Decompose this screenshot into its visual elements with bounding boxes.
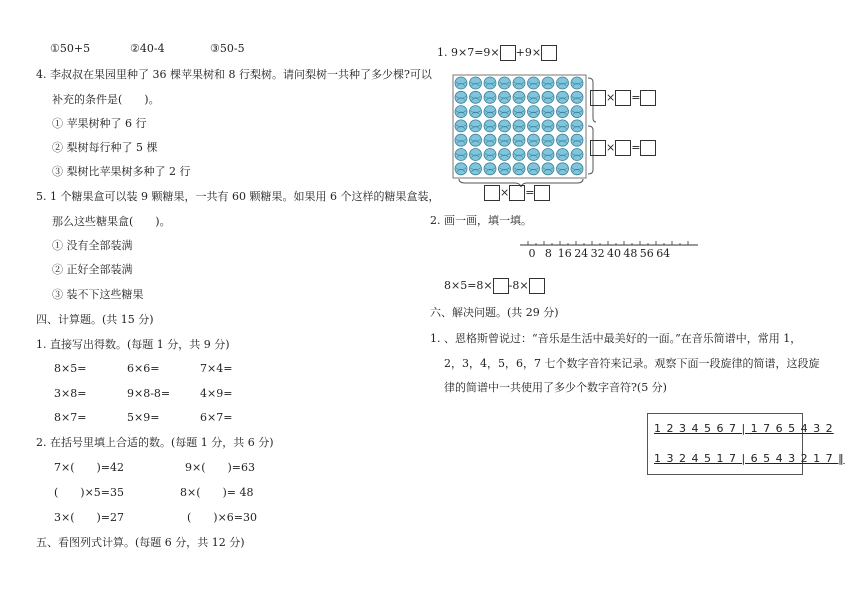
calc-item: 7×4=: [200, 362, 233, 375]
q5-option-3: ③ 装不下这些糖果: [52, 288, 144, 301]
number-line-label: 0: [528, 247, 536, 260]
answer-box[interactable]: [493, 278, 509, 294]
calc-item: 8×7=: [54, 411, 87, 424]
ball: [557, 149, 569, 161]
fill-item: ( )×5=35: [54, 486, 125, 499]
section4-heading: 四、计算题。(共 15 分): [36, 313, 154, 326]
ball: [528, 163, 540, 175]
number-line-label: 32: [590, 247, 605, 260]
ball: [499, 77, 511, 89]
q4-line2: 补充的条件是( )。: [52, 93, 160, 106]
ball: [513, 91, 525, 103]
ball: [557, 134, 569, 146]
calc-sub2: 2. 在括号里填上合适的数。(每题 1 分，共 6 分): [36, 436, 274, 449]
fill-item: ( )×6=30: [187, 511, 258, 524]
ball: [557, 77, 569, 89]
ball: [499, 91, 511, 103]
answer-box[interactable]: [534, 185, 550, 201]
ball: [455, 106, 467, 118]
q6-line3: 律的简谱中一共使用了多少个数字音符?(5 分): [444, 381, 667, 394]
ball: [542, 106, 554, 118]
ball: [484, 77, 496, 89]
ball: [528, 77, 540, 89]
section5-heading: 五、看图列式计算。(每题 6 分，共 12 分): [36, 536, 245, 549]
q6-line2: 2，3，4，5，6，7 七个数字音符来记录。观察下面一段旋律的简谱，这段旋: [444, 357, 820, 370]
ball: [571, 134, 583, 146]
ball: [571, 120, 583, 132]
ball: [499, 163, 511, 175]
q4-option-2: ② 梨树每行种了 5 棵: [52, 141, 158, 154]
grid-eq-top: [590, 89, 656, 107]
ball: [513, 163, 525, 175]
ball: [470, 106, 482, 118]
answer-box[interactable]: [509, 185, 525, 201]
q5-option-1: ① 没有全部装满: [52, 239, 133, 252]
ball: [571, 149, 583, 161]
ball: [571, 106, 583, 118]
answer-box[interactable]: [541, 45, 557, 61]
ball: [484, 120, 496, 132]
ball: [484, 91, 496, 103]
number-line-label: 16: [557, 247, 572, 260]
prev-option-2: ②40-4: [130, 42, 165, 55]
ball: [455, 149, 467, 161]
equals-sign: =: [525, 186, 535, 199]
section6-heading: 六、解决问题。(共 29 分): [430, 306, 559, 319]
prev-option-1: ①50+5: [50, 42, 91, 55]
ball: [542, 163, 554, 175]
number-line-label: 56: [639, 247, 654, 260]
q5-option-2: ② 正好全部装满: [52, 263, 133, 276]
ball-grid-figure: [452, 74, 597, 182]
ball: [484, 149, 496, 161]
q4-option-3: ③ 梨树比苹果树多种了 2 行: [52, 165, 191, 178]
eq1-prefix: 1. 9×7=9×: [437, 46, 500, 59]
number-line-label: 40: [607, 247, 621, 260]
eq1: [437, 44, 557, 62]
equals-sign: =: [631, 141, 641, 154]
ball: [513, 106, 525, 118]
ball: [499, 149, 511, 161]
ball: [455, 163, 467, 175]
fill-item: 9×( )=63: [185, 461, 256, 474]
ball: [513, 77, 525, 89]
grid-eq-bottom: [484, 184, 550, 202]
eq2-prefix: 8×5=8×: [444, 279, 493, 292]
ball: [455, 77, 467, 89]
calc-item: 6×6=: [127, 362, 160, 375]
ball: [470, 77, 482, 89]
calc-item: 4×9=: [200, 387, 233, 400]
q4-option-1: ① 苹果树种了 6 行: [52, 117, 147, 130]
ball: [513, 120, 525, 132]
ball: [557, 163, 569, 175]
ball: [542, 134, 554, 146]
eq1-middle: +9×: [515, 46, 542, 59]
q5-line1: 5. 1 个糖果盒可以装 9 颗糖果，一共有 60 颗糖果。如果用 6 个这样的糖果盒装，: [36, 190, 440, 203]
answer-box[interactable]: [500, 45, 516, 61]
ball: [470, 120, 482, 132]
answer-box[interactable]: [640, 90, 656, 106]
ball: [571, 163, 583, 175]
ball: [499, 134, 511, 146]
ball: [557, 91, 569, 103]
calc-item: 5×9=: [127, 411, 160, 424]
answer-box[interactable]: [590, 90, 606, 106]
fill-item: 7×( )=42: [54, 461, 125, 474]
ball: [513, 134, 525, 146]
prev-option-3: ③50-5: [210, 42, 245, 55]
fill-item: 3×( )=27: [54, 511, 125, 524]
ball-group: [455, 77, 583, 175]
eq2: [444, 277, 545, 295]
calc-item: 3×8=: [54, 387, 87, 400]
ball: [470, 149, 482, 161]
ball: [455, 120, 467, 132]
ball: [470, 91, 482, 103]
ball: [557, 106, 569, 118]
answer-box[interactable]: [640, 140, 656, 156]
times-sign: ×: [606, 91, 616, 104]
number-line-label: 48: [623, 247, 638, 260]
ball: [513, 149, 525, 161]
ball: [499, 106, 511, 118]
number-line-label: 8: [544, 247, 552, 260]
ball: [542, 91, 554, 103]
equals-sign: =: [631, 91, 641, 104]
ball: [528, 134, 540, 146]
ball: [484, 163, 496, 175]
eq2-middle: -8×: [508, 279, 529, 292]
answer-box[interactable]: [615, 90, 631, 106]
fill-item: 8×( )= 48: [180, 486, 254, 499]
times-sign: ×: [606, 141, 616, 154]
grid-eq-mid: [590, 139, 656, 157]
calc-item: 8×5=: [54, 362, 87, 375]
calc-item: 6×7=: [200, 411, 233, 424]
calc-sub1: 1. 直接写出得数。(每题 1 分，共 9 分): [36, 338, 230, 351]
number-line-label: 24: [574, 247, 589, 260]
music-row-1: 1 2 3 4 5 6 7 | 1 7 6 5 4 3 2: [654, 422, 834, 435]
answer-box[interactable]: [529, 278, 545, 294]
answer-box[interactable]: [484, 185, 500, 201]
ball: [571, 77, 583, 89]
ball: [542, 120, 554, 132]
music-row-2: 1 3 2 4 5 1 7 | 6 5 4 3 2 1 7 ‖: [654, 452, 845, 465]
times-sign: ×: [500, 186, 510, 199]
ball: [557, 120, 569, 132]
ball: [528, 120, 540, 132]
tick-group: [528, 241, 688, 245]
q2-title: 2. 画一画，填一填。: [430, 214, 532, 227]
q5-line2: 那么这些糖果盒( )。: [52, 215, 171, 228]
q6-line1: 1. 、恩格斯曾说过：“音乐是生活中最美好的一面。”在音乐简谱中，常用 1，: [430, 332, 802, 345]
ball: [455, 134, 467, 146]
ball: [528, 106, 540, 118]
number-line-label: 64: [656, 247, 671, 260]
ball: [484, 134, 496, 146]
music-notation-box: [647, 413, 845, 475]
ball: [528, 91, 540, 103]
ball: [542, 77, 554, 89]
ball: [470, 163, 482, 175]
ball: [528, 149, 540, 161]
answer-box[interactable]: [615, 140, 631, 156]
ball: [542, 149, 554, 161]
answer-box[interactable]: [590, 140, 606, 156]
ball: [571, 91, 583, 103]
calc-item: 9×8-8=: [127, 387, 171, 400]
ball: [484, 106, 496, 118]
ball: [455, 91, 467, 103]
q4-line1: 4. 李叔叔在果园里种了 36 棵苹果树和 8 行梨树。请问梨树一共种了多少棵?可以: [36, 68, 432, 81]
ball: [470, 134, 482, 146]
ball: [499, 120, 511, 132]
